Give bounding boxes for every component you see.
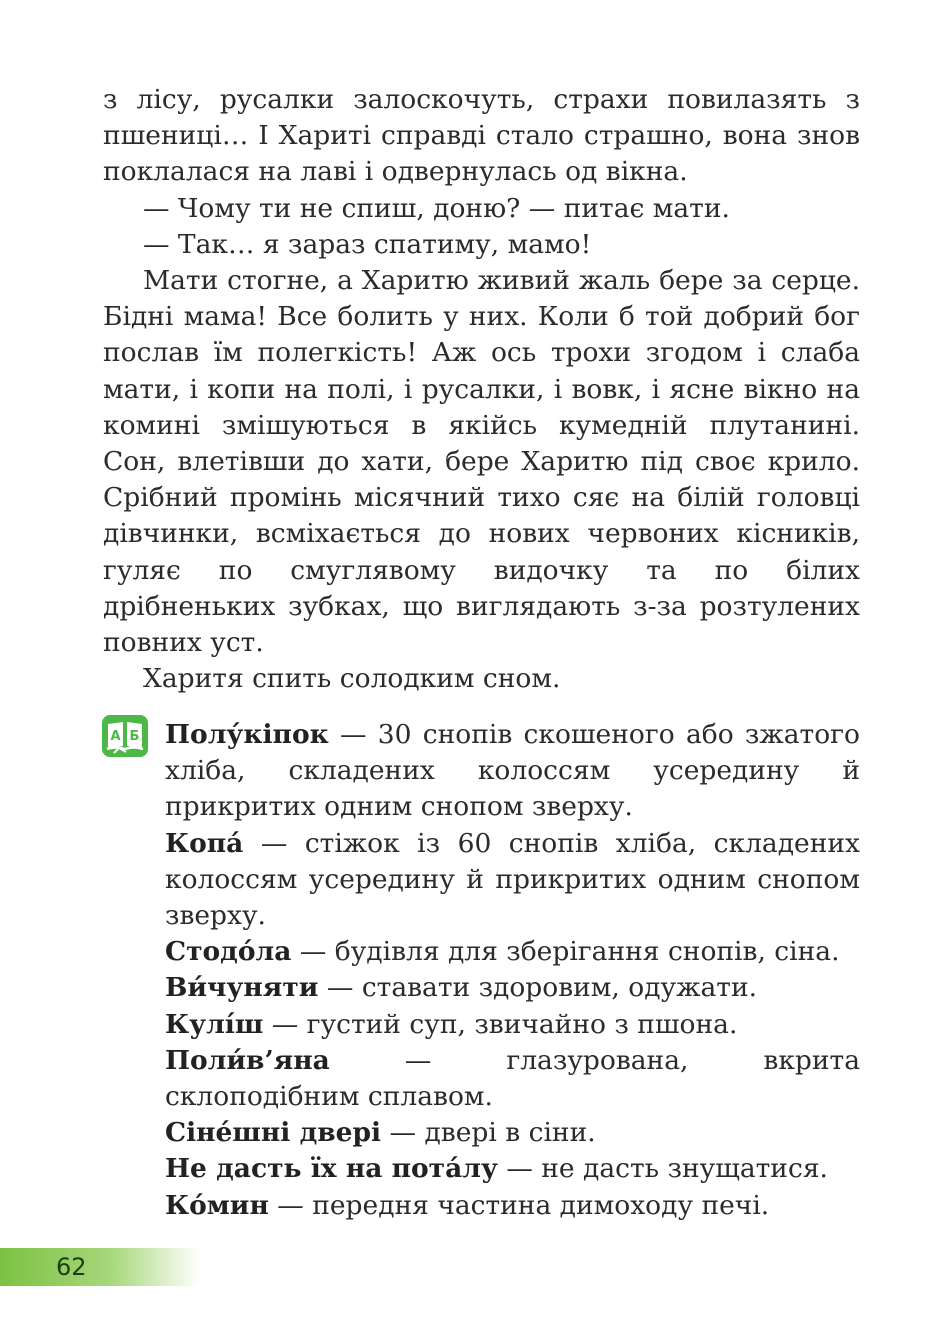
glossary-term: Ко́мин (165, 1189, 269, 1221)
glossary-definition: — будівля для зберігання снопів, сіна. (291, 936, 840, 968)
glossary-definition: — двері в сіни. (381, 1117, 596, 1149)
paragraph: Харитя спить солодким сном. (143, 663, 561, 695)
glossary-definition: — стіжок із 60 снопів хліба, складених колоссям усередину й прикритих одним снопом зверху. (165, 827, 860, 932)
glossary-entry (165, 970, 860, 1006)
glossary-definition: — передня частина димоходу печі. (268, 1189, 770, 1221)
glossary-term: Не дасть їх на пота́лу (165, 1153, 498, 1185)
footer-band (0, 1248, 200, 1286)
glossary (165, 717, 860, 1224)
svg-text:А: А (110, 729, 121, 744)
glossary-definition: — ставати здоровим, одужати. (318, 972, 758, 1004)
glossary-term: Стодо́ла (165, 936, 292, 968)
glossary-entry (165, 1188, 860, 1224)
glossary-definition: — 30 снопів скошеного або зжатого хліба, складених колоссям усередину й прикритих одним снопом зверху. (165, 719, 860, 823)
paragraph: Мати стогне, а Харитю живий жаль бере за серце. Бідні мама! Все болить у них. Коли б той добрий бог послав їм полегкість! Аж ось трохи згодом і слаба мати, і копи на полі, і русалки, і вовк, і ясне вікно на комині змішуються в якійсь кумедній плутанині. Сон, влетівши до хати, бере Харитю під своє крило. Срібний промінь місячний тихо сяє на білій головці дівчинки, всміхається до нових червоних кісників, гуляє по смуглявому видочку та по білих дрібненьких зубках, що виглядають з-за розтулених повних уст. (103, 265, 860, 659)
glossary-term: Кулі́ш (165, 1008, 264, 1040)
paragraph: з лісу, русалки залоскочуть, страхи повилазять з пшениці… І Хариті справді стало страшно, вона знов поклалася на лаві і одвернулась од вікна. (103, 84, 860, 188)
glossary-term: Поли́в’яна (165, 1044, 330, 1076)
story-text (103, 82, 860, 697)
glossary-entry (165, 717, 860, 826)
glossary-entry (165, 826, 860, 935)
glossary-entry (165, 934, 860, 970)
dictionary-icon (102, 715, 148, 757)
dialogue-line: — Так… я зараз спатиму, мамо! (143, 228, 592, 260)
glossary-definition: — густий суп, звичайно з пшона. (263, 1008, 738, 1040)
glossary-term: Сіне́шні двері (165, 1117, 382, 1149)
glossary-entry (165, 1115, 860, 1151)
glossary-term: Полу́кіпок (165, 719, 329, 750)
glossary-definition: — глазурована, вкрита склоподібним сплавом. (165, 1044, 860, 1113)
glossary-entry (165, 1007, 860, 1043)
glossary-entry (165, 1151, 860, 1187)
svg-text:Б: Б (129, 729, 140, 744)
glossary-definition: — не дасть знущатися. (497, 1153, 828, 1185)
glossary-term: Ви́чуняти (165, 972, 319, 1004)
glossary-entry (165, 1043, 860, 1115)
glossary-term: Копа́ (165, 827, 244, 859)
dialogue-line: — Чому ти не спиш, доню? — питає мати. (143, 192, 730, 224)
page-number: 62 (56, 1253, 87, 1281)
